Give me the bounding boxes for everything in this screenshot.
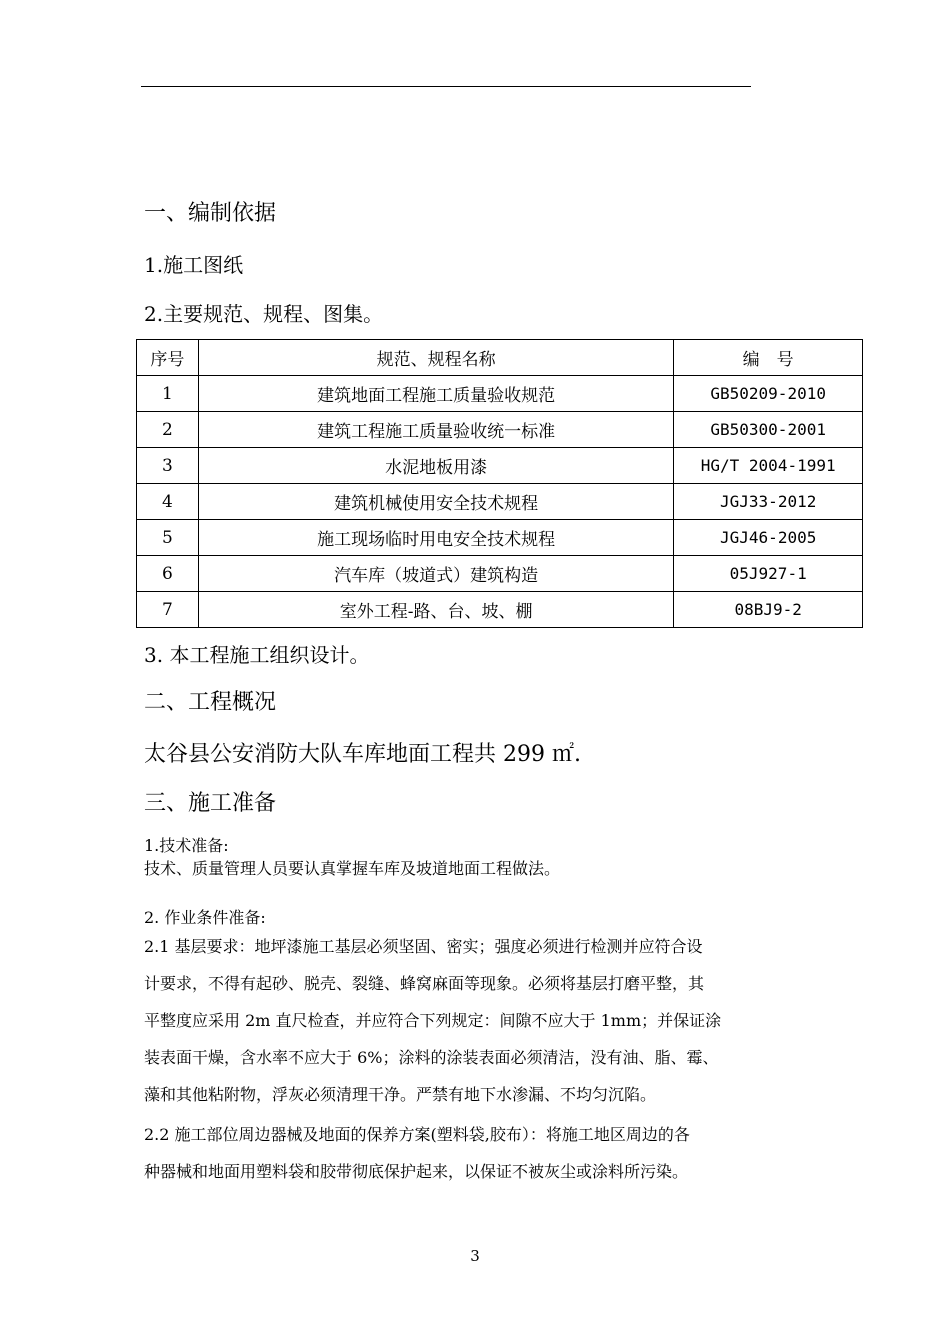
tech-prep-text: 技术、质量管理人员要认真掌握车库及坡道地面工程做法。 [144,859,561,878]
overview-text: 太谷县公安消防大队车库地面工程共 299 ㎡. [144,742,581,767]
paragraph-line: 装表面干燥，含水率不应大于 6%；涂料的涂装表面必须清洁，没有油、脂、霉、 [144,1048,719,1067]
heading-overview: 二、工程概况 [144,690,277,715]
row-index: 5 [137,520,199,556]
row-code: HG/T 2004-1991 [674,448,863,484]
row-title: 建筑地面工程施工质量验收规范 [198,376,674,412]
table-row [137,592,863,628]
row-index: 3 [137,448,199,484]
row-title: 室外工程-路、台、坡、棚 [198,592,674,628]
paragraph-line: 种器械和地面用塑料袋和胶带彻底保护起来，以保证不被灰尘或涂料所污染。 [144,1162,689,1181]
item-standards: 2.主要规范、规程、图集。 [144,302,384,326]
row-index: 1 [137,376,199,412]
row-index: 6 [137,556,199,592]
table-header: 序号 [137,340,199,376]
table-row [137,448,863,484]
item-design: 3. 本工程施工组织设计。 [144,643,370,667]
paragraph-line: 2.1 基层要求：地坪漆施工基层必须坚固、密实；强度必须进行检测并应符合设 [144,937,703,956]
paragraph-line: 计要求，不得有起砂、脱壳、裂缝、蜂窝麻面等现象。必须将基层打磨平整，其 [144,974,705,993]
table-header-row [137,340,863,376]
row-code: GB50300-2001 [674,412,863,448]
table-row [137,376,863,412]
tech-prep-label: 1.技术准备: [144,836,229,855]
row-code: JGJ46-2005 [674,520,863,556]
heading-basis: 一、编制依据 [144,201,277,226]
row-index: 4 [137,484,199,520]
paragraph-line: 藻和其他粘附物，浮灰必须清理干净。严禁有地下水渗漏、不均匀沉陷。 [144,1085,657,1104]
heading-prep: 三、施工准备 [144,791,277,816]
table-row [137,484,863,520]
standards-table [136,339,863,628]
header-rule [141,86,751,87]
table-row [137,520,863,556]
paragraph-2-2 [144,1116,690,1190]
paragraph-line: 2.2 施工部位周边器械及地面的保养方案(塑料袋,胶布）：将施工地区周边的各 [144,1125,690,1144]
row-title: 建筑机械使用安全技术规程 [198,484,674,520]
table-row [137,412,863,448]
row-index: 2 [137,412,199,448]
work-prep-label: 2. 作业条件准备: [144,908,266,927]
page-number: 3 [470,1247,480,1265]
item-drawings: 1.施工图纸 [144,253,244,277]
paragraph-2-1 [144,928,721,1113]
row-title: 建筑工程施工质量验收统一标准 [198,412,674,448]
row-index: 7 [137,592,199,628]
row-title: 施工现场临时用电安全技术规程 [198,520,674,556]
row-code: JGJ33-2012 [674,484,863,520]
row-title: 水泥地板用漆 [198,448,674,484]
table-row [137,556,863,592]
table-header: 规范、规程名称 [198,340,674,376]
row-code: 08BJ9-2 [674,592,863,628]
row-code: GB50209-2010 [674,376,863,412]
row-code: 05J927-1 [674,556,863,592]
table-header: 编 号 [674,340,863,376]
paragraph-line: 平整度应采用 2m 直尺检查，并应符合下列规定：间隙不应大于 1mm；并保证涂 [144,1011,722,1030]
row-title: 汽车库（坡道式）建筑构造 [198,556,674,592]
